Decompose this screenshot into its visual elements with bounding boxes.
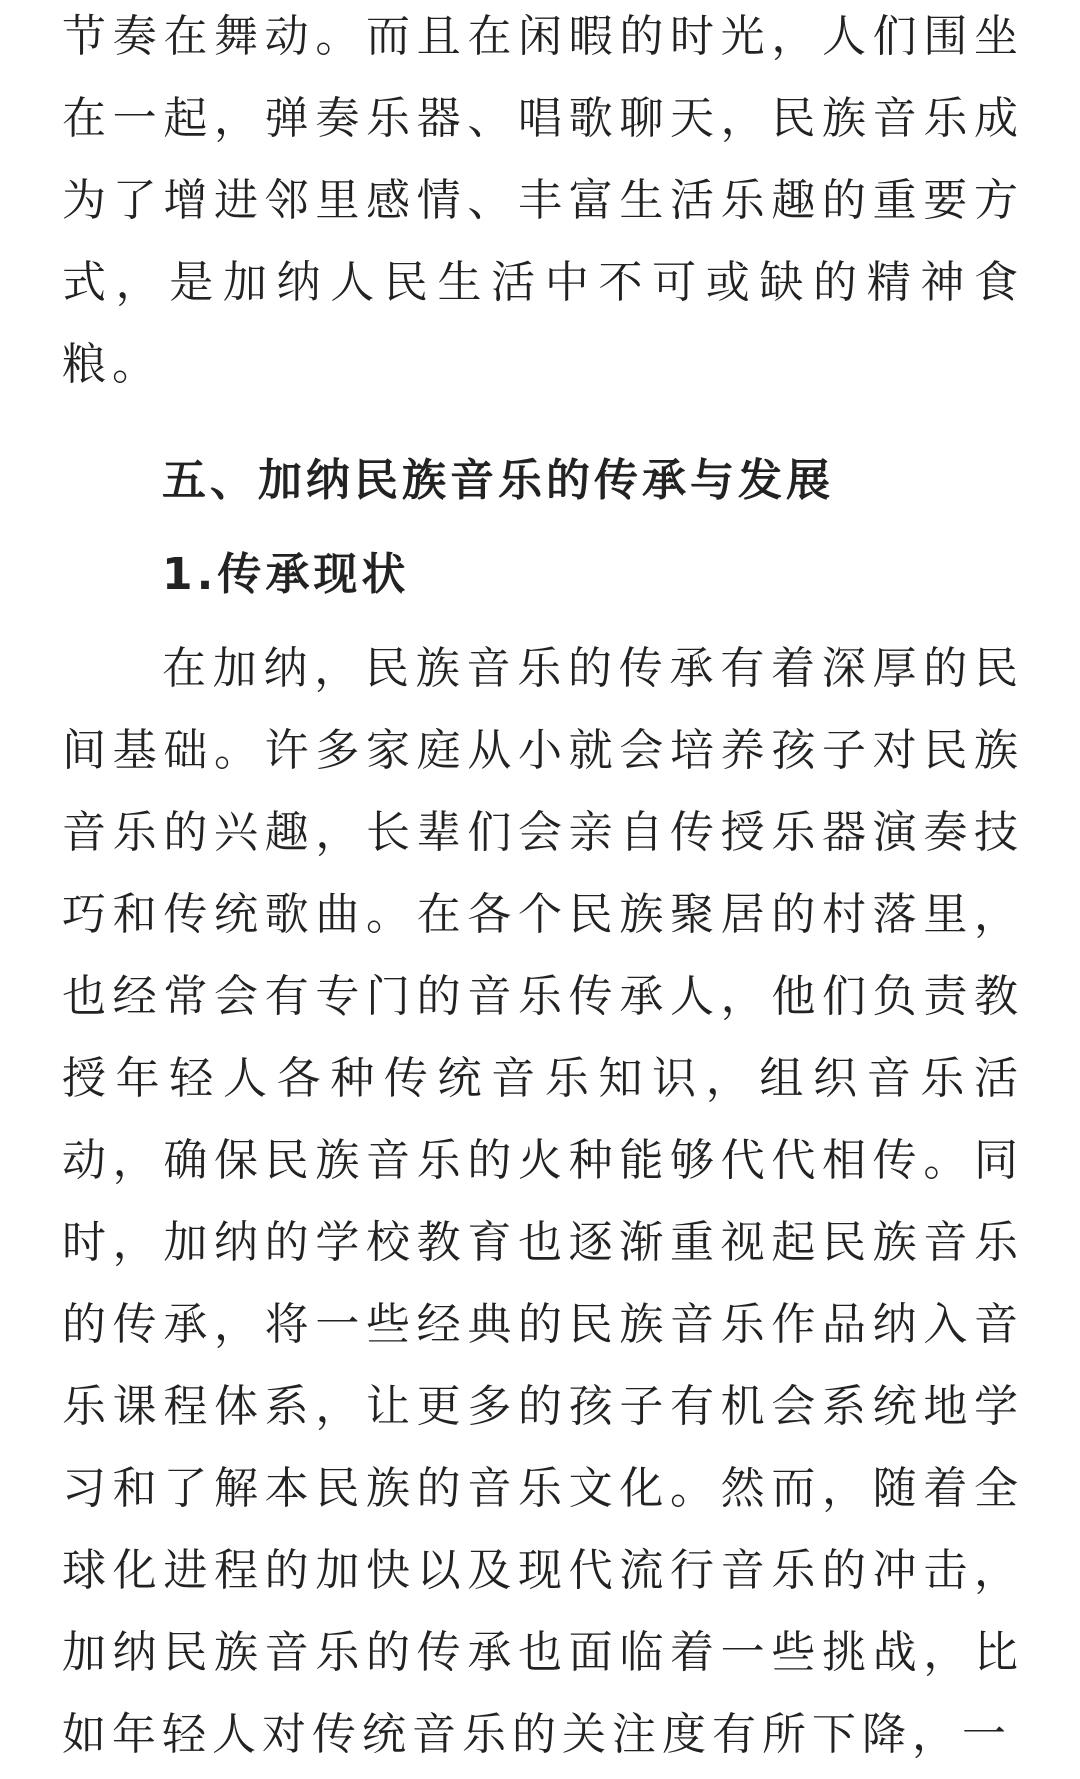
subsection-heading: 1.传承现状 — [162, 549, 410, 600]
intro-paragraph: 节奏在舞动。而且在闲暇的时光，人们围坐在一起，弹奏乐器、唱歌聊天，民族音乐成为了增进邻里感情、丰富生活乐趣的重要方式，是加纳人民生活中不可或缺的精神食粮。 — [62, 11, 1024, 390]
section-heading: 五、加纳民族音乐的传承与发展 — [162, 455, 834, 506]
body-paragraph: 在加纳，民族音乐的传承有着深厚的民间基础。许多家庭从小就会培养孩子对民族音乐的兴趣，长辈们会亲自传授乐器演奏技巧和传统歌曲。在各个民族聚居的村落里，也经常会有专门的音乐传承人，他们负责教授年轻人各种传统音乐知识，组织音乐活动，确保民族音乐的火种能够代代相传。同时，加纳的学校教育也逐渐重视起民族音乐的传承，将一些经典的民族音乐作品纳入音乐课程体系，让更多的孩子有机会系统地学习和了解本民族的音乐文化。然而，随着全球化进程的加快以及现代流行音乐的冲击，加纳民族音乐的传承也面临着一些挑战，比如年轻人对传统音乐的关注度有所下降，一 — [62, 643, 1024, 1760]
article-content — [62, 0, 1024, 1776]
